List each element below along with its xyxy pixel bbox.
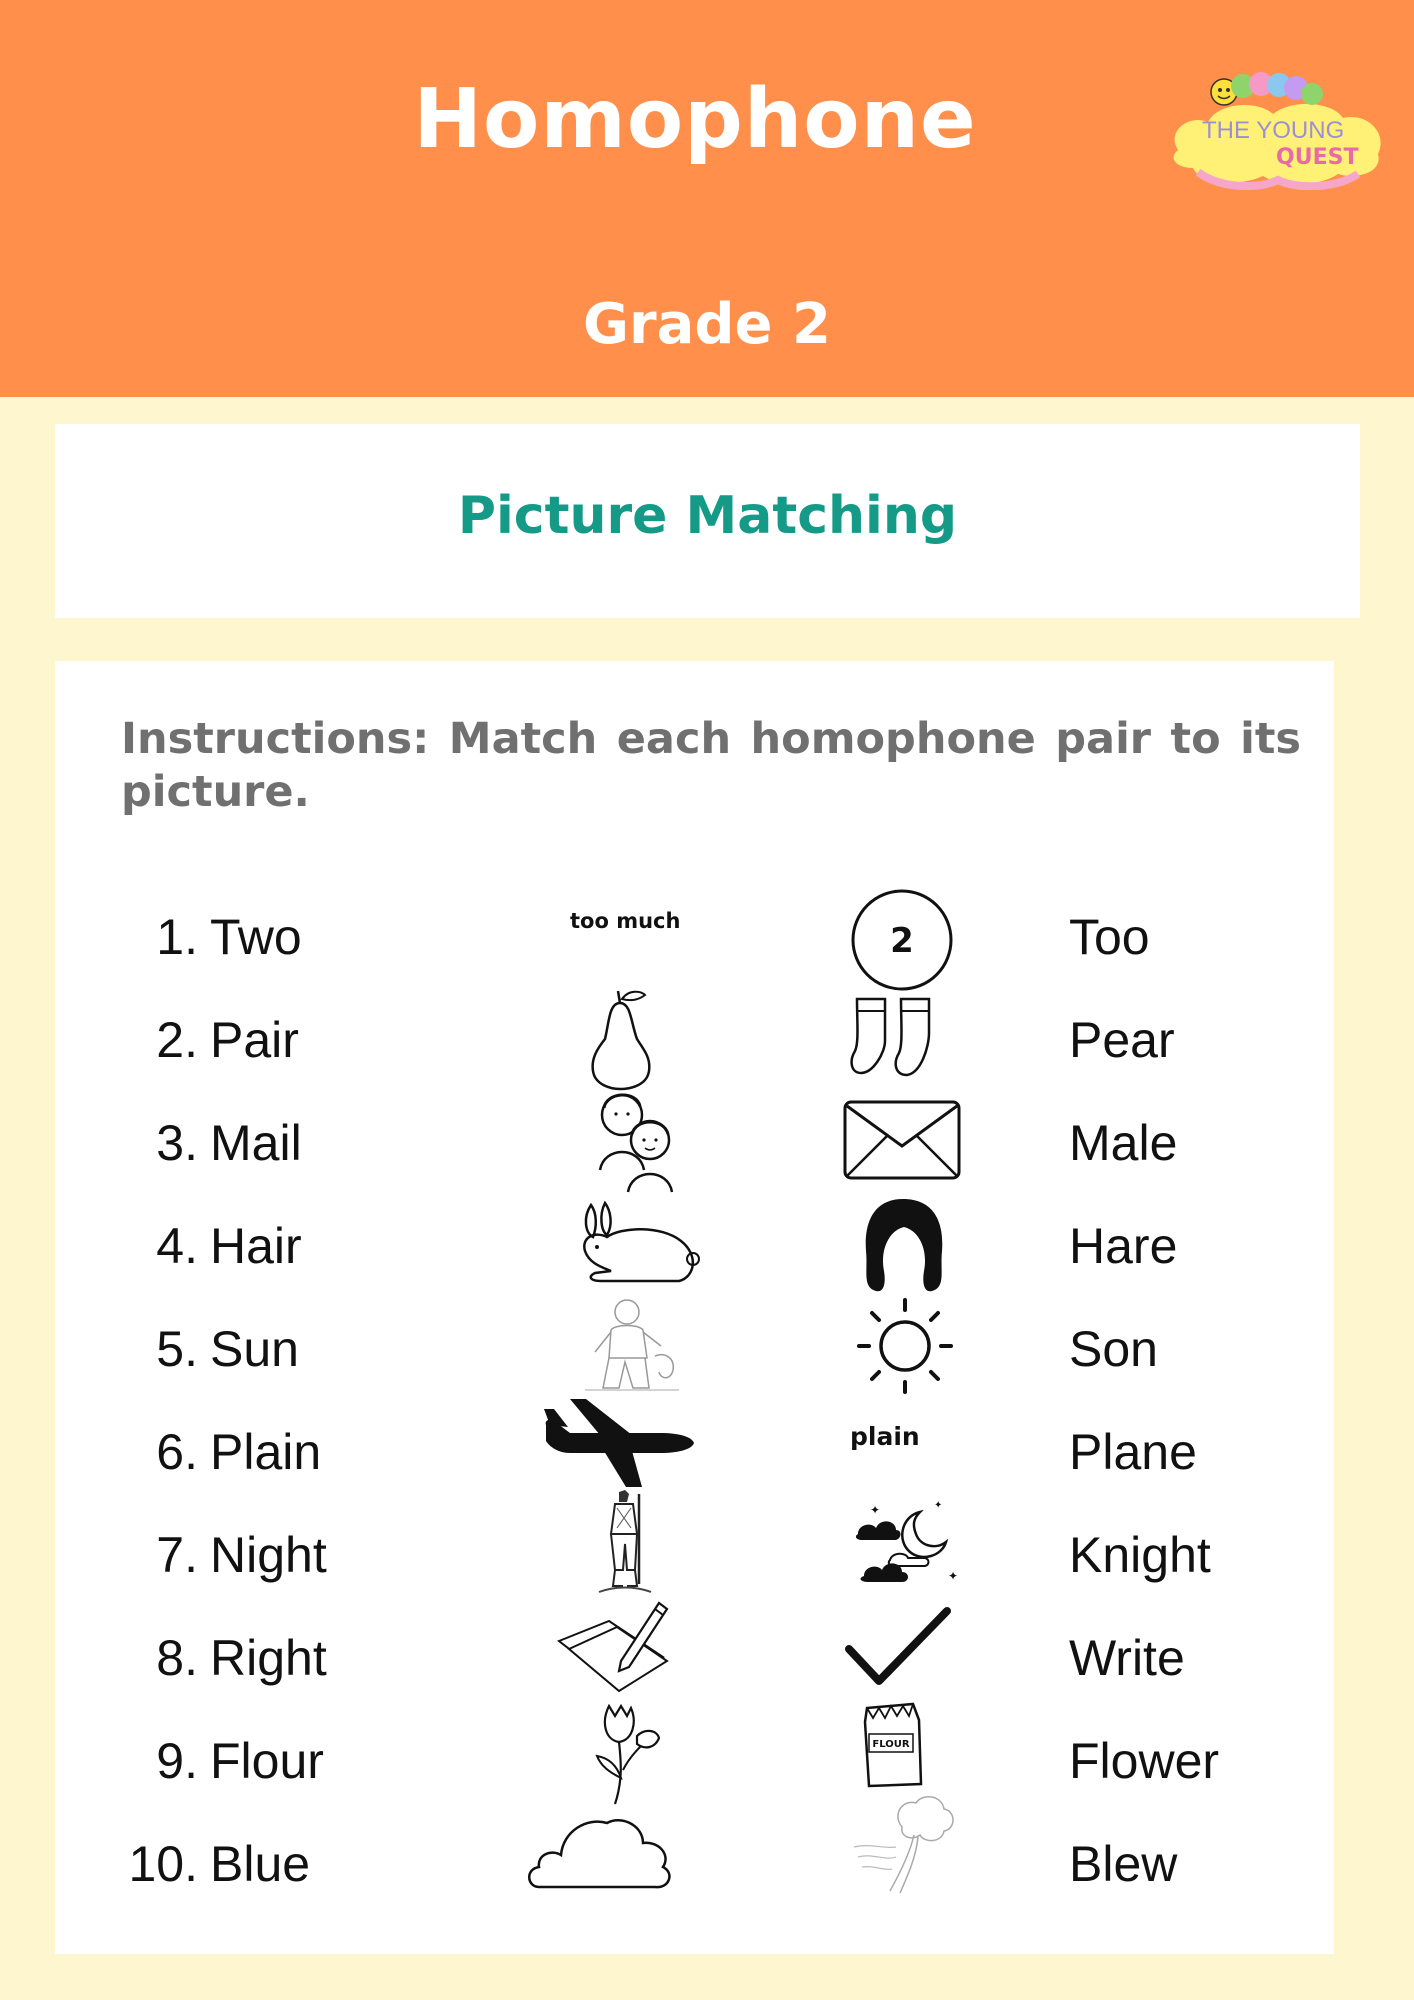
row-number: 2. [156,1012,198,1068]
row-number: 3. [156,1115,198,1171]
left-word: Blue [210,1836,311,1892]
pair-row-5 [55,1300,1334,1403]
right-word: Plane [1069,1424,1197,1480]
windy-tree-icon [850,1791,960,1901]
row-number: 8. [156,1630,198,1686]
left-word: Pair [210,1012,299,1068]
pear-icon [585,987,655,1092]
right-word: Pear [1069,1012,1175,1068]
left-word: Plain [210,1424,322,1480]
rabbit-icon [571,1197,701,1287]
svg-text:FLOUR: FLOUR [872,1739,910,1750]
cloud-icon [525,1801,675,1896]
socks-icon [845,991,945,1081]
plain-text-icon [850,1419,940,1459]
caterpillar-logo-icon [1168,62,1386,190]
svg-text:plain: plain [850,1422,920,1451]
left-word: Flour [210,1733,324,1789]
left-word: Right [210,1630,327,1686]
left-word: Hair [210,1218,302,1274]
left-word: Mail [210,1115,302,1171]
grade-label: Grade 2 [583,292,831,357]
checkmark-icon [843,1603,953,1693]
row-number: 6. [156,1424,198,1480]
flour-bag-icon [855,1698,935,1793]
svg-text:✦: ✦ [934,1500,943,1511]
airplane-icon [540,1395,700,1490]
knight-icon [595,1488,655,1598]
boy-sketch-icon [575,1296,685,1396]
row-number: 1. [156,909,198,965]
hair-icon [858,1195,948,1295]
right-word: Male [1069,1115,1178,1171]
right-word: Son [1069,1321,1158,1377]
pair-row-6 [55,1403,1334,1506]
row-number: 10. [128,1836,198,1892]
worksheet-card [55,661,1334,1954]
pair-row-3 [55,1094,1334,1197]
row-number: 5. [156,1321,198,1377]
svg-text:QUEST: QUEST [1276,145,1359,170]
sun-icon [855,1296,955,1396]
boys-icon [590,1080,685,1195]
left-word: Night [210,1527,327,1583]
svg-text:2: 2 [890,921,914,961]
svg-text:too much: too much [570,909,680,933]
number-two-circle-icon [850,888,955,993]
row-number: 9. [156,1733,198,1789]
row-number: 4. [156,1218,198,1274]
pair-row-9 [55,1712,1334,1815]
right-word: Knight [1069,1527,1211,1583]
pair-row-2 [55,991,1334,1094]
row-number: 7. [156,1527,198,1583]
section-subtitle: Picture Matching [457,486,958,546]
right-word: Write [1069,1630,1185,1686]
instructions-text: Instructions: Match each homophone pair to its picture. [121,714,1301,817]
pair-row-4 [55,1197,1334,1300]
too-much-text-icon [570,903,680,943]
right-word: Flower [1069,1733,1220,1789]
header-banner [0,0,1414,397]
page-title: Homophone [413,72,977,167]
envelope-icon [843,1100,961,1180]
right-word: Hare [1069,1218,1178,1274]
svg-text:THE YOUNG: THE YOUNG [1202,117,1345,144]
night-moon-icon [850,1494,960,1594]
right-word: Blew [1069,1836,1178,1892]
pair-row-10 [55,1815,1334,1918]
left-word: Sun [210,1321,299,1377]
svg-text:✦: ✦ [870,1503,881,1517]
flower-icon [585,1700,665,1810]
svg-text:✦: ✦ [948,1569,959,1583]
pair-row-1 [55,888,1334,991]
right-word: Too [1069,909,1150,965]
paper-pencil-icon [555,1591,680,1701]
left-word: Two [210,909,302,965]
subtitle-panel [55,424,1360,618]
pair-row-8 [55,1609,1334,1712]
pair-row-7 [55,1500,1334,1609]
